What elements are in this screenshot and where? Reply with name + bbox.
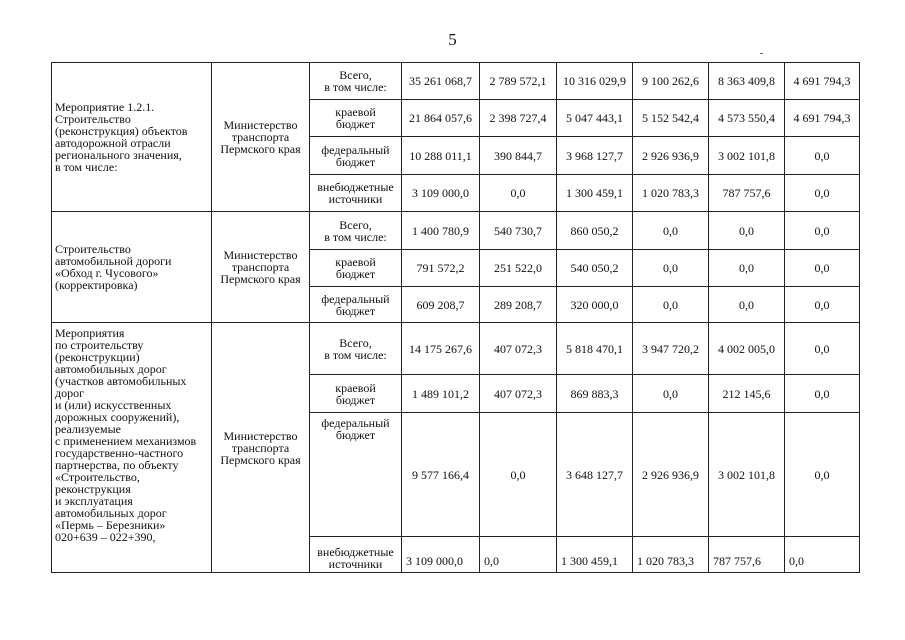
value-cell: 2 398 727,4 <box>480 100 557 137</box>
value-cell: 4 002 005,0 <box>709 323 785 375</box>
source-cell: федеральный бюджет <box>310 137 402 175</box>
scan-mark <box>760 53 763 54</box>
value-cell: 860 050,2 <box>557 212 633 250</box>
value-cell: 251 522,0 <box>480 250 557 287</box>
value-cell: 9 577 166,4 <box>402 413 480 537</box>
page-number: 5 <box>448 30 457 49</box>
value-cell: 3 109 000,0 <box>402 537 480 573</box>
ministry-cell: Министерство транспорта Пермского края <box>212 323 310 573</box>
value-cell: 0,0 <box>785 323 860 375</box>
source-cell: федеральный бюджет <box>310 413 402 537</box>
value-cell: 540 730,7 <box>480 212 557 250</box>
value-cell: 2 789 572,1 <box>480 63 557 100</box>
value-cell: 10 288 011,1 <box>402 137 480 175</box>
ministry-cell: Министерство транспорта Пермского края <box>212 63 310 212</box>
budget-table <box>51 62 860 573</box>
value-cell: 14 175 267,6 <box>402 323 480 375</box>
value-cell: 0,0 <box>785 537 860 573</box>
table-row <box>52 212 860 250</box>
source-cell: краевой бюджет <box>310 100 402 137</box>
value-cell: 9 100 262,6 <box>633 63 709 100</box>
value-cell: 390 844,7 <box>480 137 557 175</box>
source-cell: Всего, в том числе: <box>310 63 402 100</box>
value-cell: 1 400 780,9 <box>402 212 480 250</box>
table-row <box>52 323 860 375</box>
value-cell: 2 926 936,9 <box>633 413 709 537</box>
value-cell: 0,0 <box>480 537 557 573</box>
value-cell: 4 573 550,4 <box>709 100 785 137</box>
value-cell: 0,0 <box>785 137 860 175</box>
source-cell: внебюджетные источники <box>310 175 402 212</box>
event-cell: Мероприятия по строительству (реконструкции) автомобильных дорог (участков автомобильных дорог и (или) искусственных дорожных сооружений), реализуемые с применением механизмов государственно-частного партнерства, по объекту «Строительство, реконструкция и эксплуатация автомобильных дорог «Пермь – Березники» 020+639 – 022+390, <box>52 323 212 573</box>
value-cell: 0,0 <box>633 212 709 250</box>
value-cell: 0,0 <box>709 250 785 287</box>
value-cell: 3 968 127,7 <box>557 137 633 175</box>
source-cell: краевой бюджет <box>310 250 402 287</box>
value-cell: 8 363 409,8 <box>709 63 785 100</box>
value-cell: 1 489 101,2 <box>402 375 480 413</box>
value-cell: 320 000,0 <box>557 287 633 323</box>
source-cell: Всего, в том числе: <box>310 323 402 375</box>
value-cell: 0,0 <box>480 413 557 537</box>
ministry-cell: Министерство транспорта Пермского края <box>212 212 310 323</box>
value-cell: 289 208,7 <box>480 287 557 323</box>
value-cell: 787 757,6 <box>709 537 785 573</box>
value-cell: 0,0 <box>785 212 860 250</box>
value-cell: 869 883,3 <box>557 375 633 413</box>
value-cell: 3 002 101,8 <box>709 413 785 537</box>
source-cell: краевой бюджет <box>310 375 402 413</box>
value-cell: 0,0 <box>785 413 860 537</box>
value-cell: 3 109 000,0 <box>402 175 480 212</box>
value-cell: 212 145,6 <box>709 375 785 413</box>
value-cell: 1 300 459,1 <box>557 537 633 573</box>
event-cell: Строительство автомобильной дороги «Обход г. Чусового» (корректировка) <box>52 212 212 323</box>
value-cell: 10 316 029,9 <box>557 63 633 100</box>
value-cell: 4 691 794,3 <box>785 100 860 137</box>
value-cell: 0,0 <box>633 375 709 413</box>
value-cell: 0,0 <box>709 212 785 250</box>
value-cell: 0,0 <box>709 287 785 323</box>
value-cell: 5 152 542,4 <box>633 100 709 137</box>
value-cell: 0,0 <box>785 250 860 287</box>
value-cell: 0,0 <box>785 175 860 212</box>
value-cell: 21 864 057,6 <box>402 100 480 137</box>
value-cell: 3 947 720,2 <box>633 323 709 375</box>
value-cell: 5 818 470,1 <box>557 323 633 375</box>
value-cell: 407 072,3 <box>480 375 557 413</box>
value-cell: 3 002 101,8 <box>709 137 785 175</box>
value-cell: 0,0 <box>785 287 860 323</box>
value-cell: 407 072,3 <box>480 323 557 375</box>
source-cell: федеральный бюджет <box>310 287 402 323</box>
table-row <box>52 63 860 100</box>
value-cell: 0,0 <box>785 375 860 413</box>
value-cell: 0,0 <box>633 287 709 323</box>
source-cell: Всего, в том числе: <box>310 212 402 250</box>
event-cell: Мероприятие 1.2.1. Строительство (реконструкция) объектов автодорожной отрасли регионального значения, в том числе: <box>52 63 212 212</box>
value-cell: 3 648 127,7 <box>557 413 633 537</box>
value-cell: 0,0 <box>633 250 709 287</box>
value-cell: 5 047 443,1 <box>557 100 633 137</box>
value-cell: 1 020 783,3 <box>633 537 709 573</box>
value-cell: 0,0 <box>480 175 557 212</box>
value-cell: 35 261 068,7 <box>402 63 480 100</box>
value-cell: 1 020 783,3 <box>633 175 709 212</box>
value-cell: 787 757,6 <box>709 175 785 212</box>
value-cell: 1 300 459,1 <box>557 175 633 212</box>
value-cell: 2 926 936,9 <box>633 137 709 175</box>
source-cell: внебюджетные источники <box>310 537 402 573</box>
value-cell: 609 208,7 <box>402 287 480 323</box>
value-cell: 4 691 794,3 <box>785 63 860 100</box>
value-cell: 540 050,2 <box>557 250 633 287</box>
value-cell: 791 572,2 <box>402 250 480 287</box>
